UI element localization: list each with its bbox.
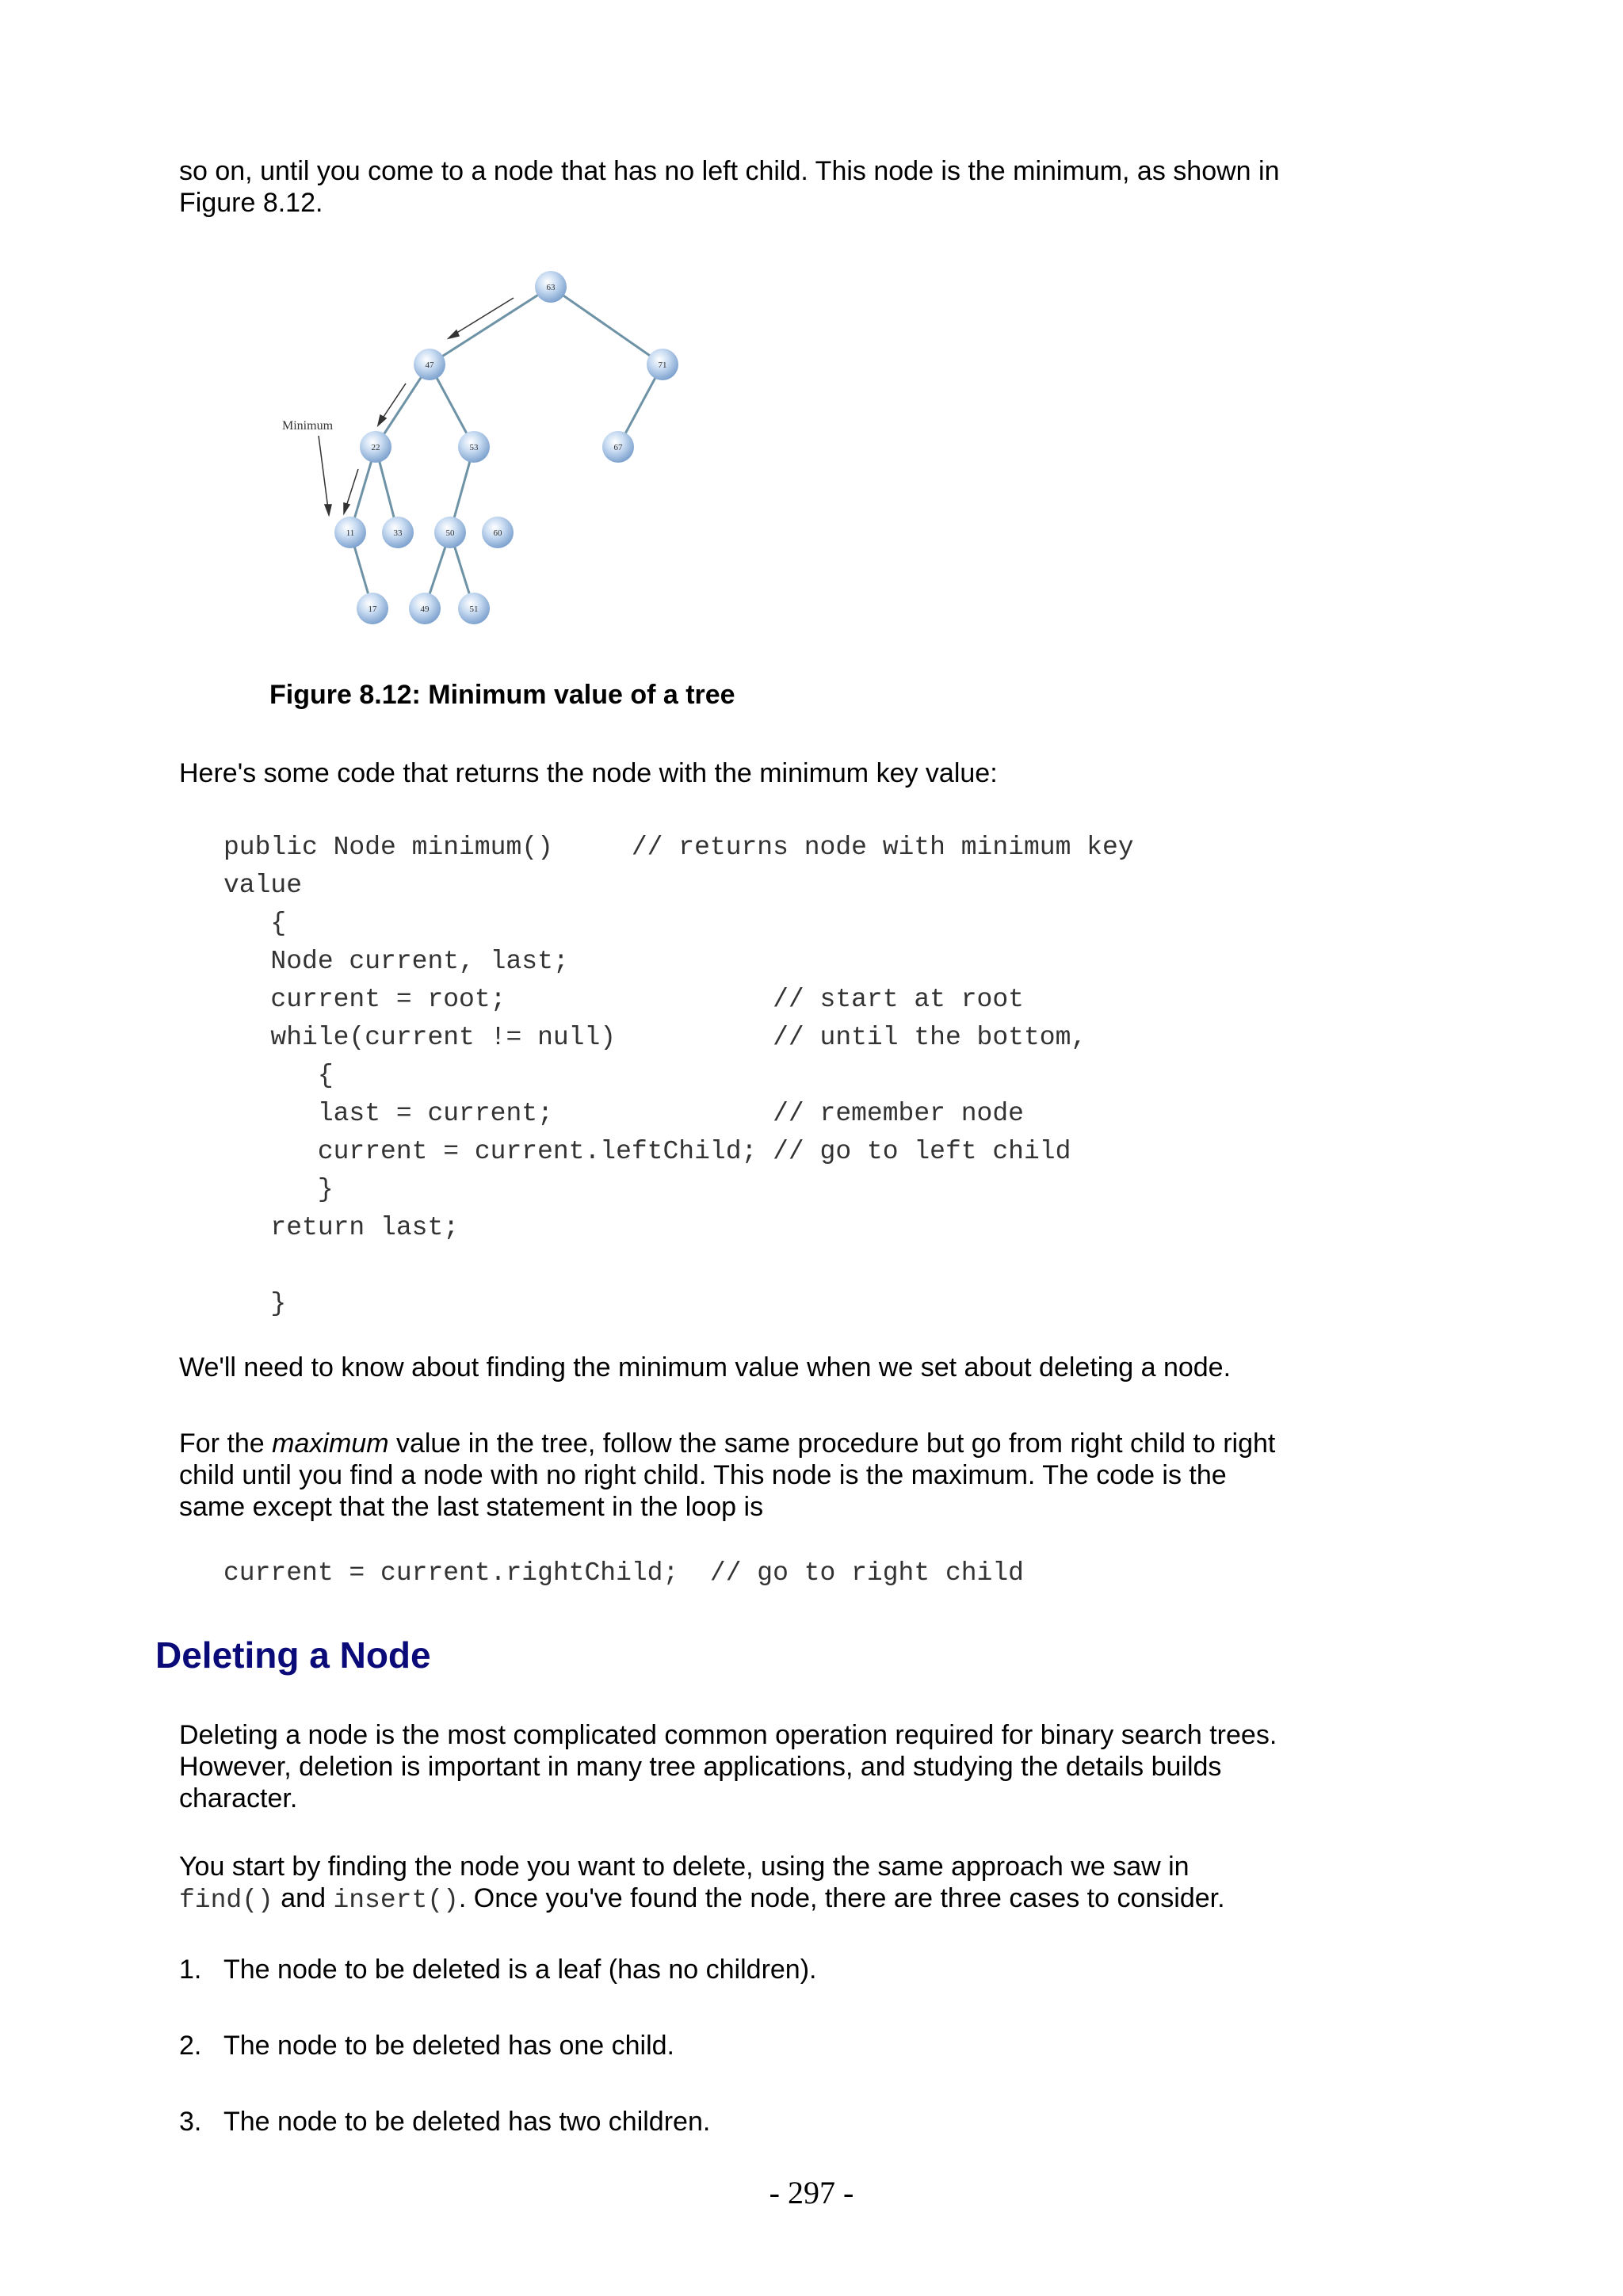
arrow-47-22-head (378, 415, 386, 425)
arrow-63-47-head (449, 330, 459, 338)
cases-intro-paragraph (179, 1851, 1289, 1917)
tree-node-47 (414, 349, 445, 380)
svg-text:33: 33 (393, 528, 403, 538)
svg-text:11: 11 (346, 528, 355, 538)
minimum-pointer-arrow-head (325, 505, 331, 515)
svg-text:53: 53 (469, 443, 479, 452)
page-number: - 297 - (769, 2175, 854, 2210)
svg-text:51: 51 (469, 605, 479, 614)
svg-text:50: 50 (445, 528, 455, 538)
code-intro-paragraph: Here's some code that returns the node with the minimum key value: (179, 758, 998, 788)
case-list-item (179, 2106, 710, 2138)
minimum-code-block: public Node minimum() // returns node with minimum key value { Node current, last; current = root; // start at root while(current != null) // until the bottom, { last = current; // remember node current = current.leftChild; // go to left child } return last; } (223, 833, 1134, 1318)
tree-node-51 (458, 593, 490, 624)
section-heading: Deleting a Node (155, 1634, 431, 1676)
tree-node-53 (458, 431, 490, 463)
cases-text-before: You start by finding the node you want to delete, using the same approach we saw in (179, 1852, 1190, 1882)
figure-caption: Figure 8.12: Minimum value of a tree (269, 680, 735, 710)
case-number: 1. (179, 1955, 202, 1985)
svg-text:17: 17 (368, 605, 377, 614)
minimum-pointer-arrow (319, 436, 328, 509)
find-method-code: find() (179, 1886, 273, 1915)
svg-text:60: 60 (493, 528, 502, 538)
tree-node-33 (382, 517, 414, 548)
edge-63-71 (551, 287, 663, 364)
maximum-code-line: current = current.rightChild; // go to right child (223, 1558, 1024, 1588)
tree-node-49 (409, 593, 441, 624)
binary-tree-figure (262, 254, 705, 642)
svg-text:49: 49 (420, 605, 430, 614)
tree-node-67 (602, 431, 634, 463)
svg-text:63: 63 (546, 283, 556, 292)
tree-node-17 (357, 593, 388, 624)
arrow-47-22 (380, 383, 406, 421)
arrow-22-11-head (344, 503, 349, 513)
minimum-annotation: Minimum (282, 419, 334, 433)
tree-node-50 (434, 517, 466, 548)
svg-text:47: 47 (425, 360, 434, 370)
maximum-text-after: value in the tree, follow the same procedure but go from right child to right child until you find a node with no right child. This node is the maximum. The code is the same except that the last statement in the loop is (179, 1428, 1276, 1522)
svg-text:71: 71 (658, 360, 667, 370)
arrow-22-11 (346, 469, 358, 509)
insert-method-code: insert() (333, 1886, 459, 1915)
case-number: 2. (179, 2031, 202, 2061)
intro-paragraph: so on, until you come to a node that has no left child. This node is the minimum, as shown in Figure 8.12. (179, 156, 1280, 218)
cases-text-middle: and (273, 1883, 334, 1913)
tree-nodes (334, 271, 678, 624)
minimum-note-paragraph: We'll need to know about finding the minimum value when we set about deleting a node. (179, 1352, 1232, 1383)
case-text: The node to be deleted has one child. (223, 2031, 674, 2061)
edge-63-47 (430, 287, 551, 364)
cases-text-after: . Once you've found the node, there are three cases to consider. (458, 1883, 1225, 1913)
tree-node-63 (535, 271, 567, 303)
case-text: The node to be deleted has two children. (223, 2107, 711, 2137)
svg-text:22: 22 (371, 443, 380, 452)
maximum-text-before: For the (179, 1428, 273, 1459)
maximum-emphasis: maximum (272, 1428, 389, 1459)
case-number: 3. (179, 2107, 202, 2137)
svg-text:67: 67 (613, 443, 623, 452)
case-text: The node to be deleted is a leaf (has no children). (223, 1955, 817, 1985)
case-list-item (179, 2030, 674, 2061)
tree-node-11 (334, 517, 366, 548)
delete-intro-paragraph: Deleting a node is the most complicated common operation required for binary search trees. However, deletion is important in many tree applications, and studying the details builds character. (179, 1720, 1277, 1814)
tree-node-60 (482, 517, 514, 548)
maximum-paragraph (179, 1428, 1289, 1523)
tree-node-71 (647, 349, 678, 380)
case-list-item (179, 1954, 816, 1985)
tree-node-22 (360, 431, 391, 463)
